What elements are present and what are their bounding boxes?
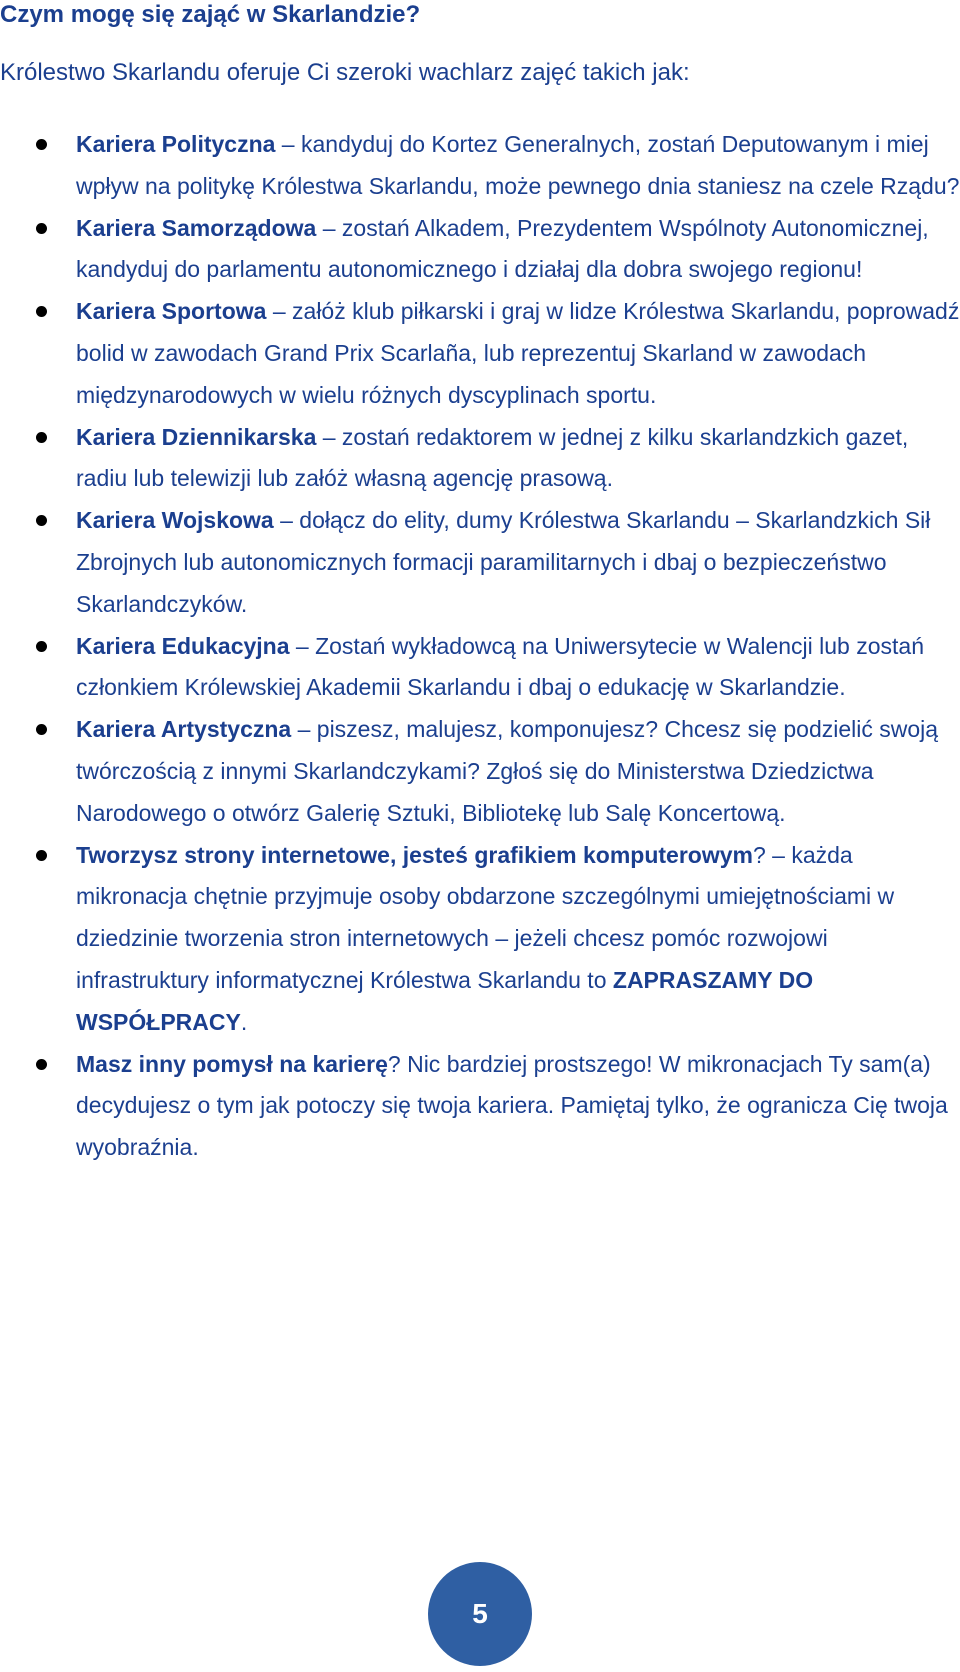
bullet-icon (36, 515, 47, 526)
page-number: 5 (472, 1598, 488, 1629)
invitation-emphasis: ZAPRASZAMY DO WSPÓŁPRACY (76, 966, 814, 1035)
career-description: ? Nic bardziej prostszego! W mikronacjach Ty sam(a) decydujesz o tym jak potoczy się twoja kariera. Pamiętaj tylko, że ogranicza Cię twoja wyobraźnia. (76, 1050, 948, 1161)
career-name: Tworzysz strony internetowe, jesteś grafikiem komputerowym (76, 841, 753, 868)
career-item-edukacyjna (0, 626, 960, 710)
career-name: Kariera Sportowa (76, 298, 267, 325)
career-item-web-graphics (0, 835, 960, 1044)
career-name: Kariera Dziennikarska (76, 423, 317, 450)
bullet-icon (36, 850, 47, 861)
career-item-sportowa (0, 291, 960, 416)
page-number-badge (428, 1562, 532, 1666)
career-description: – zostań Alkadem, Prezydentem Wspólnoty Autonomicznej, kandyduj do parlamentu autonomicznego i działaj dla dobra swojego regionu! (76, 214, 929, 283)
intro-paragraph: Królestwo Skarlandu oferuje Ci szeroki wachlarz zajęć takich jak: (0, 59, 690, 86)
career-item-polityczna (0, 124, 960, 208)
career-list (0, 124, 960, 1169)
bullet-icon (36, 1059, 47, 1070)
career-name: Kariera Samorządowa (76, 214, 317, 241)
bullet-icon (36, 432, 47, 443)
bullet-icon (36, 223, 47, 234)
career-name: Kariera Edukacyjna (76, 632, 290, 659)
bullet-icon (36, 139, 47, 150)
career-description: – dołącz do elity, dumy Królestwa Skarlandu – Skarlandzkich Sił Zbrojnych lub autonomicznych formacji paramilitarnych i dbaj o bezpieczeństwo Skarlandczyków. (76, 507, 931, 617)
career-description-tail: . (240, 1008, 248, 1035)
career-item-wojskowa (0, 500, 960, 625)
bullet-icon (36, 641, 47, 652)
career-name: Kariera Polityczna (76, 131, 276, 157)
career-item-other-idea (0, 1044, 960, 1169)
career-description: – kandyduj do Kortez Generalnych, zostań Deputowanym i miej wpływ na politykę Królestwa Skarlandu, może pewnego dnia staniesz na czele Rządu? (76, 131, 960, 199)
career-description: – zostań redaktorem w jednej z kilku skarlandzkich gazet, radiu lub telewizji lub załóż własną agencję prasową. (76, 423, 909, 492)
bullet-icon (36, 306, 47, 317)
career-name: Kariera Artystyczna (76, 716, 292, 743)
career-item-dziennikarska (0, 417, 960, 501)
career-description: – piszesz, malujesz, komponujesz? Chcesz się podzielić swoją twórczością z innymi Skarlandczykami? Zgłoś się do Ministerstwa Dziedzictwa Narodowego o otwórz Galerię Sztuki, Bibliotekę lub Salę Koncertową. (76, 716, 939, 826)
career-description: – załóż klub piłkarski i graj w lidze Królestwa Skarlandu, poprowadź bolid w zawodach Grand Prix Scarlaña, lub reprezentuj Skarland w zawodach międzynarodowych w wielu różnych dyscyplinach sportu. (76, 298, 960, 408)
career-item-artystyczna (0, 709, 960, 834)
career-description: ? – każda mikronacja chętnie przyjmuje osoby obdarzone szczególnymi umiejętnościami w dziedzinie tworzenia stron internetowych – jeżeli chcesz pomóc rozwojowi infrastruktury informatycznej Królestwa Skarlandu to (76, 841, 895, 993)
career-description: – Zostań wykładowcą na Uniwersytecie w Walencji lub zostań członkiem Królewskiej Akademii Skarlandu i dbaj o edukację w Skarlandzie. (76, 632, 924, 701)
career-name: Masz inny pomysł na karierę (76, 1050, 388, 1077)
career-item-samorzadowa (0, 208, 960, 292)
page-title: Czym mogę się zająć w Skarlandzie? (0, 1, 421, 28)
career-name: Kariera Wojskowa (76, 507, 274, 534)
bullet-icon (36, 724, 47, 735)
